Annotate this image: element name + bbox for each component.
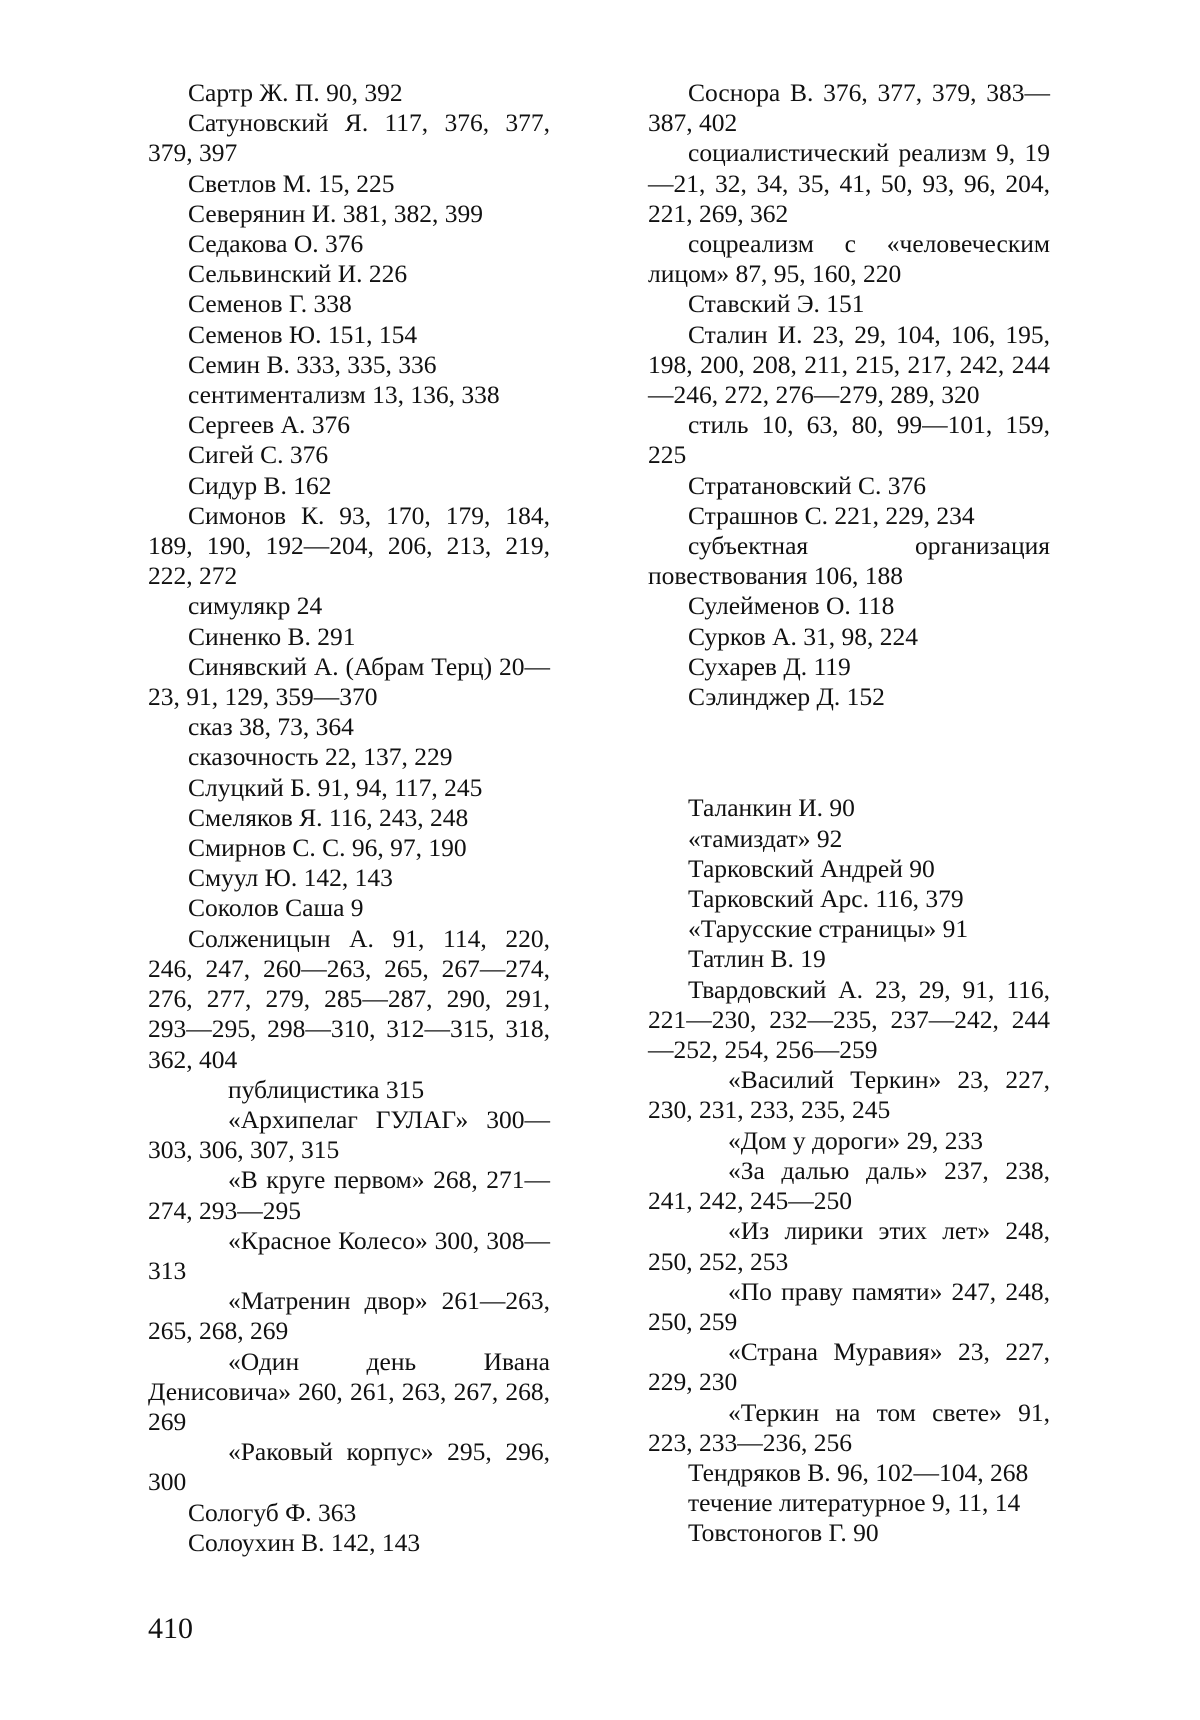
index-entry: Стратановский С. 376 bbox=[688, 470, 926, 500]
index-entry: Семин В. 333, 335, 336 bbox=[188, 349, 437, 379]
index-subentry: «По праву памяти» 247, 248, 250, 259 bbox=[648, 1276, 1050, 1336]
index-subentry: «Архипелаг ГУЛАГ» 300—303, 306, 307, 315 bbox=[148, 1104, 550, 1165]
index-subentry: «Красное Колесо» 300, 308—313 bbox=[148, 1225, 550, 1285]
index-entry: Сартр Ж. П. 90, 392 bbox=[188, 78, 403, 107]
index-entry: Сологуб Ф. 363 bbox=[188, 1497, 357, 1527]
index-entry: Северянин И. 381, 382, 399 bbox=[188, 198, 484, 228]
index-entry: Твардовский А. 23, 29, 91, 116, 221—230, 232—235, 237—242, 244—252, 254, 256—259 bbox=[648, 974, 1050, 1065]
index-entry: «Тарусские страницы» 91 bbox=[688, 914, 969, 944]
index-entry: сказочность 22, 137, 229 bbox=[188, 742, 453, 772]
index-subentry: «Один день Ивана Денисовича» 260, 261, 263, 267, 268, 269 bbox=[148, 1346, 550, 1436]
index-entry: Соколов Саша 9 bbox=[188, 893, 364, 923]
index-entry: Сталин И. 23, 29, 104, 106, 195, 198, 200, 208, 211, 215, 217, 242, 244—246, 272, 276—279, 289, 320 bbox=[648, 319, 1050, 410]
index-subentry: «Из лирики этих лет» 248, 250, 252, 253 bbox=[648, 1216, 1050, 1276]
index-entry: Сухарев Д. 119 bbox=[688, 651, 851, 681]
index-entry: Сулейменов О. 118 bbox=[688, 591, 895, 621]
index-entry: Сельвинский И. 226 bbox=[188, 259, 408, 289]
index-entry: Соснора В. 376, 377, 379, 383—387, 402 bbox=[648, 78, 1050, 138]
index-entry: Светлов М. 15, 225 bbox=[188, 168, 395, 198]
index-entry: Сидур В. 162 bbox=[188, 470, 332, 500]
index-subentry: «Матренин двор» 261—263, 265, 268, 269 bbox=[148, 1286, 550, 1346]
index-entry: стиль 10, 63, 80, 99—101, 159, 225 bbox=[648, 410, 1050, 470]
index-subentry: «В круге первом» 268, 271—274, 293—295 bbox=[148, 1165, 550, 1225]
index-entry: Смеляков Я. 116, 243, 248 bbox=[188, 802, 469, 832]
index-entry: Страшнов С. 221, 229, 234 bbox=[688, 500, 975, 530]
section-gap bbox=[648, 738, 1050, 768]
index-subentry: «Василий Теркин» 23, 227, 230, 231, 233, 235, 245 bbox=[648, 1065, 1050, 1125]
index-entry: Солженицын А. 91, 114, 220, 246, 247, 260—263, 265, 267—274, 276, 277, 279, 285—287, 290, 291, 293—295, 298—310, 312—315, 318, 362, 404 bbox=[148, 923, 550, 1074]
index-entry: симулякр 24 bbox=[188, 591, 323, 621]
index-entry: Синявский А. (Абрам Терц) 20—23, 91, 129, 359—370 bbox=[148, 651, 550, 712]
index-entry: Слуцкий Б. 91, 94, 117, 245 bbox=[188, 772, 483, 802]
index-entry: субъектная организация повествования 106, 188 bbox=[648, 531, 1050, 591]
index-entry: Тарковский Андрей 90 bbox=[688, 853, 935, 883]
index-entry: Семенов Ю. 151, 154 bbox=[188, 319, 418, 349]
index-entry: Сурков А. 31, 98, 224 bbox=[688, 621, 919, 651]
index-entry: сказ 38, 73, 364 bbox=[188, 712, 354, 742]
index-entry: Сергеев А. 376 bbox=[188, 410, 350, 440]
index-entry: Тарковский Арс. 116, 379 bbox=[688, 884, 964, 914]
index-entry: Татлин В. 19 bbox=[688, 944, 826, 974]
index-entry: соцреализм с «человеческим лицом» 87, 95, 160, 220 bbox=[648, 229, 1050, 289]
index-entry: Товстоногов Г. 90 bbox=[688, 1518, 879, 1548]
index-entry: Седакова О. 376 bbox=[188, 229, 364, 259]
index-entry: Солоухин В. 142, 143 bbox=[188, 1527, 421, 1557]
index-entry: Таланкин И. 90 bbox=[688, 793, 855, 823]
page-number: 410 bbox=[148, 1612, 193, 1645]
left-index-column bbox=[148, 78, 550, 1558]
index-subentry: публицистика 315 bbox=[228, 1074, 425, 1104]
index-subentry: «Страна Муравия» 23, 227, 229, 230 bbox=[648, 1337, 1050, 1397]
index-entry: Смирнов С. С. 96, 97, 190 bbox=[188, 833, 467, 863]
index-entry: Симонов К. 93, 170, 179, 184, 189, 190, 192—204, 206, 213, 219, 222, 272 bbox=[148, 500, 550, 591]
index-entry: Сигей С. 376 bbox=[188, 440, 329, 470]
right-index-column bbox=[648, 78, 1050, 1549]
index-entry: «тамиздат» 92 bbox=[688, 823, 843, 853]
index-subentry: «Теркин на том свете» 91, 223, 233—236, 256 bbox=[648, 1397, 1050, 1457]
index-entry: Семенов Г. 338 bbox=[188, 289, 352, 319]
index-entry: социалистический реализм 9, 19—21, 32, 34, 35, 41, 50, 93, 96, 204, 221, 269, 362 bbox=[648, 138, 1050, 228]
index-subentry: «За далью даль» 237, 238, 241, 242, 245—250 bbox=[648, 1155, 1050, 1216]
index-entry: Тендряков В. 96, 102—104, 268 bbox=[688, 1457, 1029, 1487]
index-entry: Сэлинджер Д. 152 bbox=[688, 682, 885, 712]
index-entry: Сатуновский Я. 117, 376, 377, 379, 397 bbox=[148, 108, 550, 168]
index-subentry: «Дом у дороги» 29, 233 bbox=[728, 1125, 983, 1155]
index-subentry: «Раковый корпус» 295, 296, 300 bbox=[148, 1437, 550, 1497]
index-entry: Синенко В. 291 bbox=[188, 621, 356, 651]
index-entry: Смуул Ю. 142, 143 bbox=[188, 863, 393, 893]
index-entry: сентиментализм 13, 136, 338 bbox=[188, 380, 500, 410]
index-entry: течение литературное 9, 11, 14 bbox=[688, 1488, 1021, 1518]
index-entry: Ставский Э. 151 bbox=[688, 289, 865, 319]
